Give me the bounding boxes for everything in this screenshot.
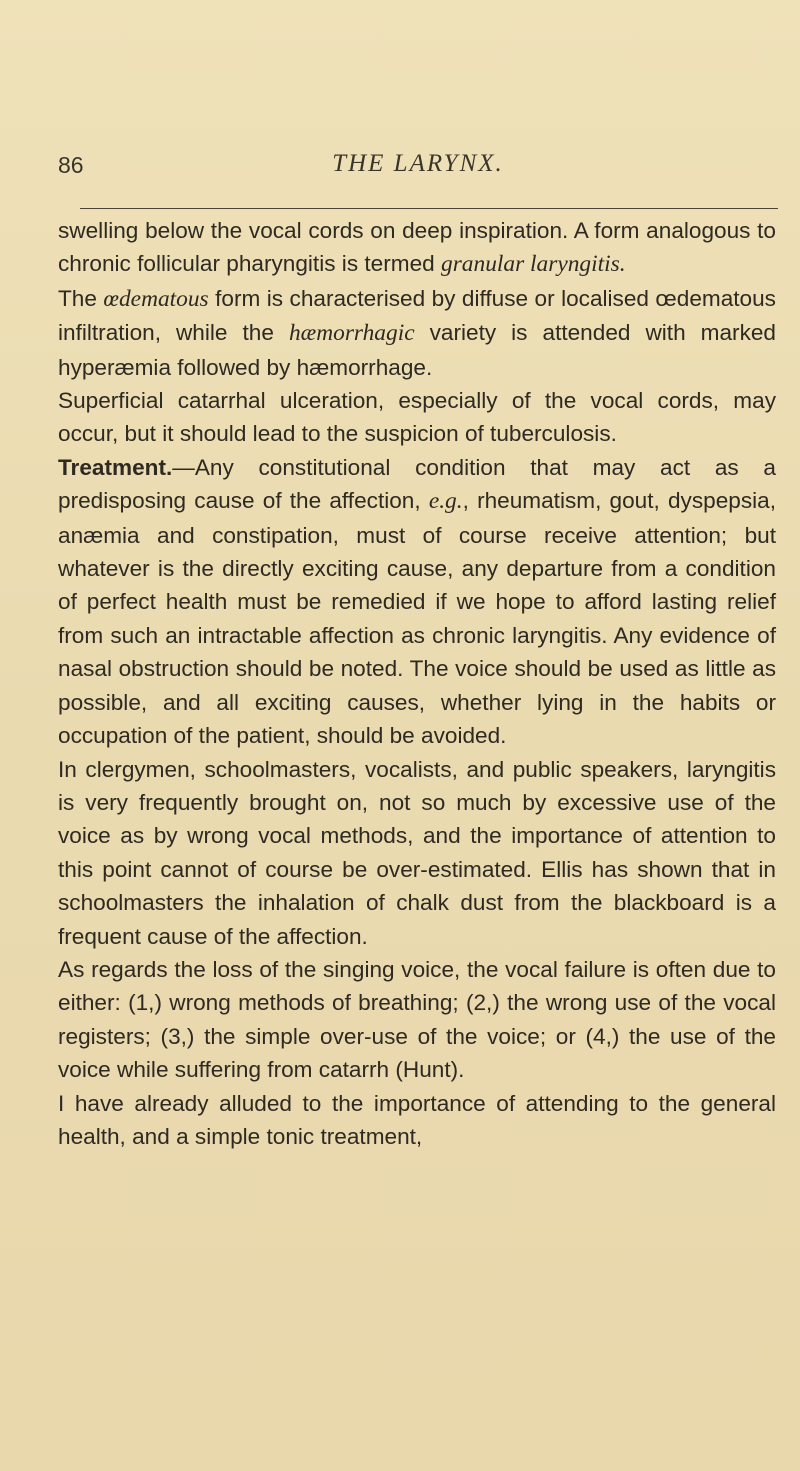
paragraph-4 <box>58 451 776 753</box>
page-number: 86 <box>58 152 84 178</box>
paragraph-1-text: swelling below the vocal cords on deep inspiration. A form analogous to chronic follicular pharyngitis is termed <box>58 218 776 277</box>
paragraph-7: I have already alluded to the importance of attending to the general health, and a simple tonic treatment, <box>58 1090 776 1149</box>
paragraph-3: Superficial catarrhal ulceration, especially of the vocal cords, may occur, but it should lead to the suspicion of tuberculosis. <box>58 388 776 447</box>
book-page <box>58 0 778 1149</box>
paragraph-6: As regards the loss of the singing voice, the vocal failure is often due to either: (1,) wrong methods of breathing; (2,) the wrong use of the vocal registers; (3,) the simple over-use of the voice; or (4,) the use of the voice while suffering from catarrh (Hunt). <box>58 956 776 1083</box>
paragraph-2 <box>58 282 776 384</box>
paragraph-4-text-a: —Any constitutional condition that may act as a predisposing cause of the affection, <box>58 454 776 514</box>
paragraph-2-text-c: variety is attended with marked hyperæmia followed by hæmorrhage. <box>58 320 777 380</box>
paragraph-1 <box>58 214 776 282</box>
term-haemorrhagic: hæmorrhagic <box>288 320 415 347</box>
paragraph-2-text-b: form is characterised by diffuse or localised œdematous infiltration, while the <box>58 285 776 346</box>
body-text <box>58 214 776 1153</box>
treatment-heading: Treatment. <box>58 454 173 480</box>
page-header <box>58 150 778 198</box>
term-granular-laryngitis: granular laryngitis. <box>441 251 626 278</box>
paragraph-2-text-a: The <box>58 285 104 311</box>
paragraph-5: In clergymen, schoolmasters, vocalists, and public speakers, laryngitis is very frequently brought on, not so much by excessive use of the voice as by wrong vocal methods, and the importance of attention to this point cannot of course be over-estimated. Ellis has shown that in schoolmasters the inhalation of chalk dust from the blackboard is a frequent cause of the affection. <box>58 756 776 949</box>
term-eg: e.g. <box>428 488 463 515</box>
running-head: THE LARYNX. <box>332 150 504 177</box>
term-oedematous: œdematous <box>103 285 209 312</box>
paragraph-4-text-b: , rheumatism, gout, dyspepsia, anæmia and constipation, must of course receive attention; but whatever is the directly exciting cause, any departure from a condition of perfect health must be remedied if we hope to afford lasting relief from such an intractable affection as chronic laryngitis. Any evidence of nasal obstruction should be noted. The voice should be used as little as possible, and all exciting causes, whether lying in the habits or occupation of the patient, should be avoided. <box>58 488 776 749</box>
header-rule <box>80 208 778 209</box>
